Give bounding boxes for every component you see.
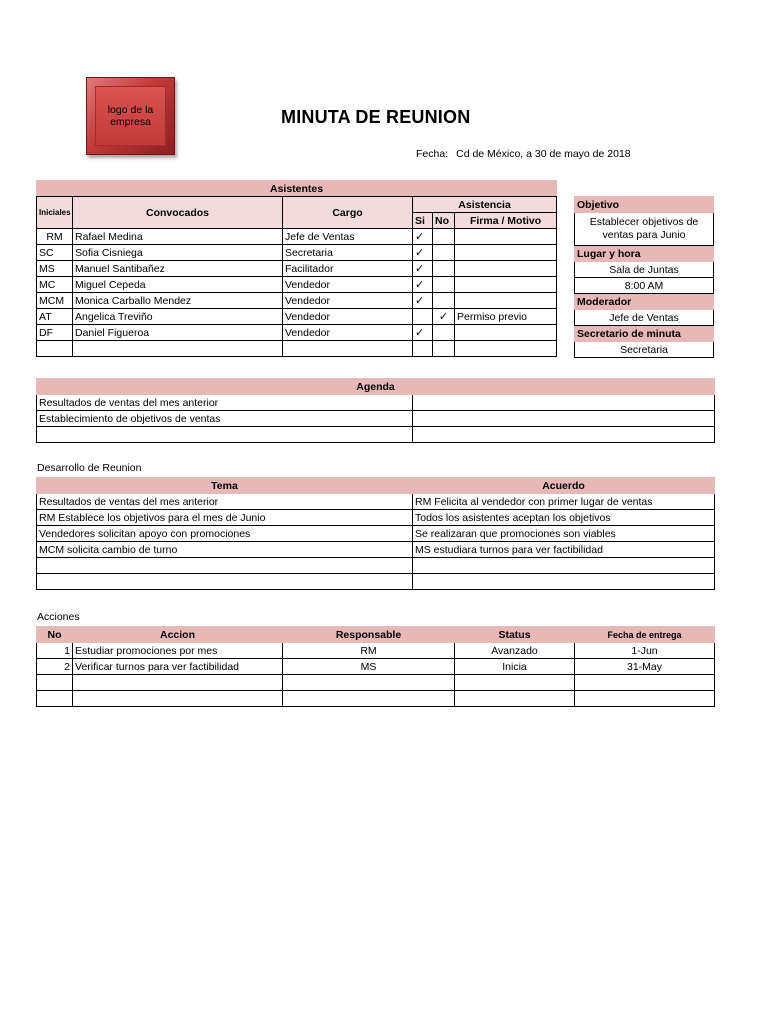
development-table [36,477,715,590]
action-due-date [575,675,715,691]
col-no: No [433,213,455,229]
development-agreement: Todos los asistentes aceptan los objetivos [413,510,715,526]
lugar-value: Sala de Juntas [575,262,714,278]
attendee-initials: SC [37,245,73,261]
objetivo-label: Objetivo [575,197,714,213]
action-description [73,675,283,691]
development-agreement: MS estudiara turnos para ver factibilidad [413,542,715,558]
attendee-role: Facilitador [283,261,413,277]
action-number [37,691,73,707]
desarrollo-label: Desarrollo de Reunion [37,462,142,474]
attendee-name: Rafael Medina [73,229,283,245]
attendee-row [37,341,557,357]
action-row [37,659,715,675]
objetivo-value: Establecer objetivos de ventas para Junio [575,213,714,246]
attendee-name: Miguel Cepeda [73,277,283,293]
col-firma: Firma / Motivo [455,213,557,229]
development-topic: RM Establece los objetivos para el mes de Junio [37,510,413,526]
attendance-yes [413,341,433,357]
development-row [37,526,715,542]
development-row [37,510,715,526]
action-description [73,691,283,707]
development-topic: MCM solicita cambio de turno [37,542,413,558]
attendance-yes: ✓ [413,293,433,309]
date-label: Fecha: [416,148,449,160]
development-topic: Resultados de ventas del mes anterior [37,494,413,510]
attendee-name [73,341,283,357]
attendee-name: Monica Carballo Mendez [73,293,283,309]
actions-table [36,626,715,707]
acciones-label: Acciones [37,611,80,623]
attendance-no [433,245,455,261]
attendee-row [37,325,557,341]
attendee-role: Vendedor [283,309,413,325]
action-number: 2 [37,659,73,675]
logo-text: logo de la empresa [95,86,166,146]
hora-value: 8:00 AM [575,278,714,294]
attendance-signature [455,341,557,357]
attendees-table [36,180,557,357]
page-title: MINUTA DE REUNION [281,107,471,127]
company-logo-placeholder [86,77,175,155]
attendance-yes: ✓ [413,245,433,261]
attendee-row [37,229,557,245]
meeting-info-panel [574,196,714,358]
development-agreement [413,574,715,590]
agenda-item [37,427,413,443]
action-status: Inicia [455,659,575,675]
attendance-signature [455,325,557,341]
attendance-signature [455,245,557,261]
action-due-date: 1-Jun [575,643,715,659]
attendance-yes: ✓ [413,261,433,277]
agenda-note [413,427,715,443]
development-topic: Vendedores solicitan apoyo con promociones [37,526,413,542]
agenda-row [37,427,715,443]
action-number [37,675,73,691]
attendance-no [433,277,455,293]
development-topic [37,558,413,574]
attendance-no: ✓ [433,309,455,325]
action-due-date: 31-May [575,659,715,675]
col-status: Status [455,627,575,643]
attendee-row [37,245,557,261]
attendance-yes: ✓ [413,325,433,341]
attendee-initials: DF [37,325,73,341]
development-agreement: RM Felicita al vendedor con primer lugar de ventas [413,494,715,510]
attendee-role: Vendedor [283,325,413,341]
attendee-name: Angelica Treviño [73,309,283,325]
col-acuerdo: Acuerdo [413,478,715,494]
development-topic [37,574,413,590]
lugar-label: Lugar y hora [575,246,714,262]
col-iniciales: Iniciales [37,197,73,229]
attendee-initials: RM [37,229,73,245]
action-row [37,675,715,691]
attendee-row [37,261,557,277]
action-number: 1 [37,643,73,659]
development-row [37,558,715,574]
development-agreement: Se realizaran que promociones son viables [413,526,715,542]
attendee-initials: MC [37,277,73,293]
action-status: Avanzado [455,643,575,659]
attendee-initials: AT [37,309,73,325]
attendee-initials: MS [37,261,73,277]
action-status [455,675,575,691]
moderador-label: Moderador [575,294,714,310]
action-responsible [283,691,455,707]
attendance-signature [455,261,557,277]
attendance-signature [455,229,557,245]
action-description: Estudiar promociones por mes [73,643,283,659]
agenda-note [413,395,715,411]
date-value: Cd de México, a 30 de mayo de 2018 [456,148,631,160]
col-responsable: Responsable [283,627,455,643]
agenda-item: Establecimiento de objetivos de ventas [37,411,413,427]
attendee-role [283,341,413,357]
action-due-date [575,691,715,707]
agenda-item: Resultados de ventas del mes anterior [37,395,413,411]
attendance-signature [455,293,557,309]
attendance-no [433,229,455,245]
col-tema: Tema [37,478,413,494]
action-description: Verificar turnos para ver factibilidad [73,659,283,675]
attendees-title: Asistentes [37,181,557,197]
col-accion: Accion [73,627,283,643]
agenda-note [413,411,715,427]
attendance-no [433,293,455,309]
agenda-table [36,378,715,443]
date-line [416,148,639,160]
attendance-yes: ✓ [413,229,433,245]
attendance-signature: Permiso previo [455,309,557,325]
attendee-role: Vendedor [283,293,413,309]
attendee-row [37,309,557,325]
attendance-yes: ✓ [413,277,433,293]
col-asistencia: Asistencia [413,197,557,213]
attendance-no [433,341,455,357]
attendee-name: Manuel Santibañez [73,261,283,277]
moderador-value: Jefe de Ventas [575,310,714,326]
action-status [455,691,575,707]
action-responsible: RM [283,643,455,659]
development-agreement [413,558,715,574]
attendee-row [37,293,557,309]
col-cargo: Cargo [283,197,413,229]
attendee-initials [37,341,73,357]
col-fecha-entrega: Fecha de entrega [575,627,715,643]
development-row [37,542,715,558]
attendee-role: Vendedor [283,277,413,293]
action-responsible [283,675,455,691]
attendee-name: Sofia Cisniega [73,245,283,261]
development-row [37,494,715,510]
agenda-row [37,395,715,411]
attendance-no [433,261,455,277]
action-row [37,643,715,659]
attendee-row [37,277,557,293]
attendee-name: Daniel Figueroa [73,325,283,341]
development-row [37,574,715,590]
action-row [37,691,715,707]
col-si: Si [413,213,433,229]
agenda-title: Agenda [37,379,715,395]
attendance-signature [455,277,557,293]
attendance-yes [413,309,433,325]
col-no: No [37,627,73,643]
col-convocados: Convocados [73,197,283,229]
attendance-no [433,325,455,341]
attendee-role: Secretaria [283,245,413,261]
attendee-initials: MCM [37,293,73,309]
secretario-label: Secretario de minuta [575,326,714,342]
agenda-row [37,411,715,427]
attendee-role: Jefe de Ventas [283,229,413,245]
action-responsible: MS [283,659,455,675]
secretario-value: Secretaria [575,342,714,358]
